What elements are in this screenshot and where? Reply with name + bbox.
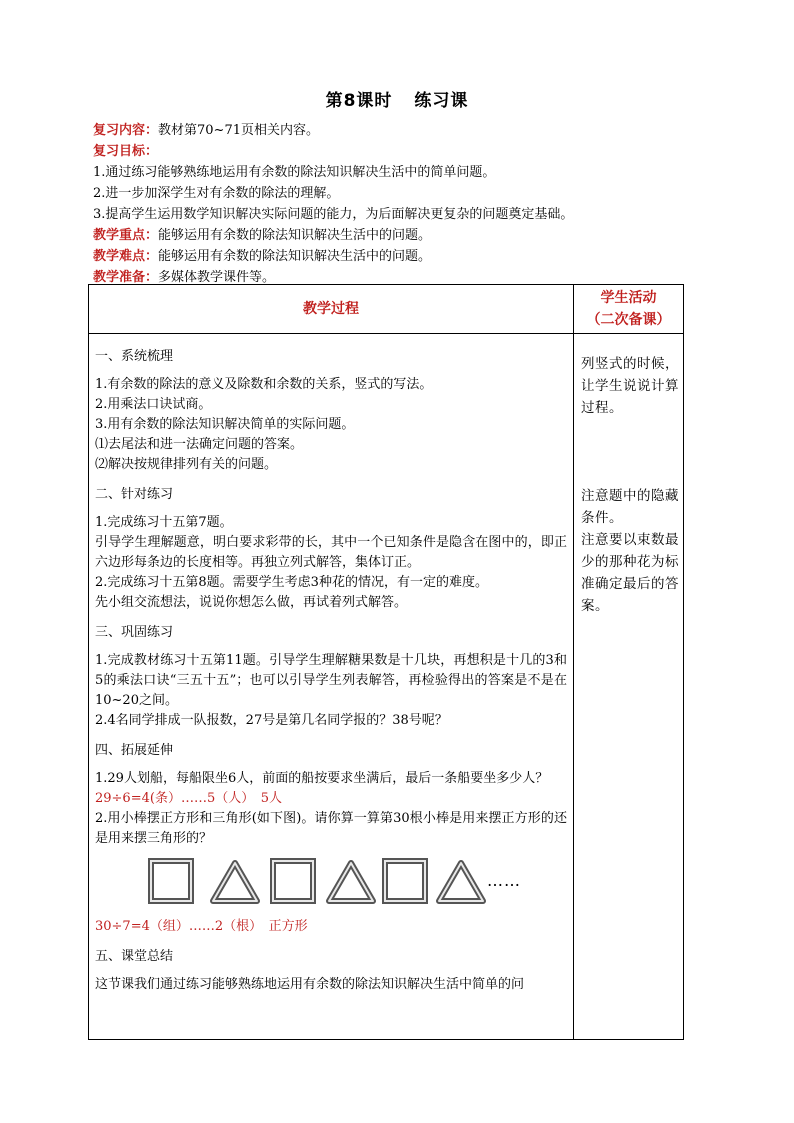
- activity-column-header: [574, 287, 683, 331]
- activity-header-line2: （二次备课）: [586, 312, 671, 328]
- side-note: 列竖式的时候，让学生说说计算过程。: [581, 356, 679, 416]
- section-title: 四、拓展延伸: [95, 743, 174, 758]
- review-content-text: 教材第70~71页相关内容。: [158, 123, 319, 138]
- side-note: 注意要以束数最少的那种花为标准确定最后的答案。: [581, 532, 679, 614]
- difficulty-line: [93, 246, 693, 267]
- paragraph: 引导学生理解题意，明白要求彩带的长，其中一个已知条件是隐含在图中的，即正六边形每条边的长度相等。再独立列式解答，集体订正。: [95, 535, 567, 570]
- review-content-line: [93, 120, 693, 141]
- triangle-sticks-icon: [329, 863, 373, 901]
- prep-label: 教学准备：: [93, 270, 159, 285]
- goals-heading: [93, 141, 693, 162]
- goal-item: 2.进一步加深学生对有余数的除法的理解。: [93, 186, 340, 201]
- list-item: ⑴去尾法和进一法确定问题的答案。: [95, 437, 304, 452]
- list-item: 1.有余数的除法的意义及除数和余数的关系，竖式的写法。: [95, 377, 433, 392]
- answer-text: 29÷6=4(条）……5（人） 5人: [95, 791, 282, 806]
- paragraph: 1.完成练习十五第7题。: [95, 515, 233, 530]
- paragraph: 2.完成练习十五第8题。需要学生考虑3种花的情况，有一定的难度。: [95, 575, 488, 590]
- review-content-label: 复习内容：: [93, 123, 159, 138]
- process-column-header: 教学过程: [303, 301, 359, 317]
- square-sticks-icon: [151, 861, 191, 901]
- key-point-text: 能够运用有余数的除法知识解决生活中的问题。: [158, 228, 432, 243]
- title-lesson-number: 第8课时: [325, 91, 393, 111]
- section-title: 一、系统梳理: [95, 349, 174, 364]
- list-item: 3.用有余数的除法知识解决简单的实际问题。: [95, 417, 355, 432]
- paragraph: 先小组交流想法，说说你想怎么做，再试着列式解答。: [95, 595, 408, 610]
- paragraph: 2.用小棒摆正方形和三角形(如下图)。请你算一算第30根小棒是用来摆正方形的还是用来摆三角形的？: [95, 811, 567, 846]
- activity-header-line1: 学生活动: [600, 290, 657, 306]
- list-item: ⑵解决按规律排列有关的问题。: [95, 457, 278, 472]
- sticks-figure: [95, 855, 567, 917]
- title-lesson-name: 练习课: [414, 91, 469, 111]
- header-divider: [89, 333, 683, 334]
- triangle-sticks-icon: [439, 863, 483, 901]
- answer-text: 30÷7=4（组）……2（根） 正方形: [95, 919, 308, 934]
- paragraph: 这节课我们通过练习能够熟练地运用有余数的除法知识解决生活中简单的问: [95, 977, 525, 992]
- lesson-table: [88, 284, 684, 1040]
- side-note: 注意题中的隐藏条件。: [581, 488, 679, 526]
- section-title: 三、巩固练习: [95, 625, 174, 640]
- triangle-sticks-icon: [213, 863, 257, 901]
- prep-text: 多媒体教学课件等。: [158, 270, 276, 285]
- paragraph: 1.完成教材练习十五第11题。引导学生理解糖果数是十几块，再想积是十几的3和5的乘法口诀“三五十五”；也可以引导学生列表解答，再检验得出的答案是不是在10~20之间。: [95, 653, 567, 708]
- page-title: [0, 86, 794, 111]
- difficulty-text: 能够运用有余数的除法知识解决生活中的问题。: [158, 249, 432, 264]
- lesson-meta: [93, 120, 693, 288]
- square-sticks-icon: [385, 861, 425, 901]
- key-point-label: 教学重点：: [93, 228, 159, 243]
- continuation-dots: ……: [487, 871, 521, 890]
- goal-item: 3.提高学生运用数学知识解决实际问题的能力，为后面解决更复杂的问题奠定基础。: [93, 207, 574, 222]
- section-title: 二、针对练习: [95, 487, 174, 502]
- column-divider: [573, 285, 574, 1039]
- section-title: 五、课堂总结: [95, 949, 174, 964]
- key-point-line: [93, 225, 693, 246]
- paragraph: 2.4名同学排成一队报数，27号是第几名同学报的？38号呢？: [95, 713, 448, 728]
- goal-item: 1.通过练习能够熟练地运用有余数的除法知识解决生活中的简单问题。: [93, 165, 496, 180]
- difficulty-label: 教学难点：: [93, 249, 159, 264]
- paragraph: 1.29人划船，每船限坐6人，前面的船按要求坐满后，最后一条船要坐多少人？: [95, 771, 549, 786]
- square-sticks-icon: [273, 861, 313, 901]
- list-item: 2.用乘法口诀试商。: [95, 397, 212, 412]
- process-content: [95, 343, 567, 995]
- goals-label: 复习目标：: [93, 144, 159, 159]
